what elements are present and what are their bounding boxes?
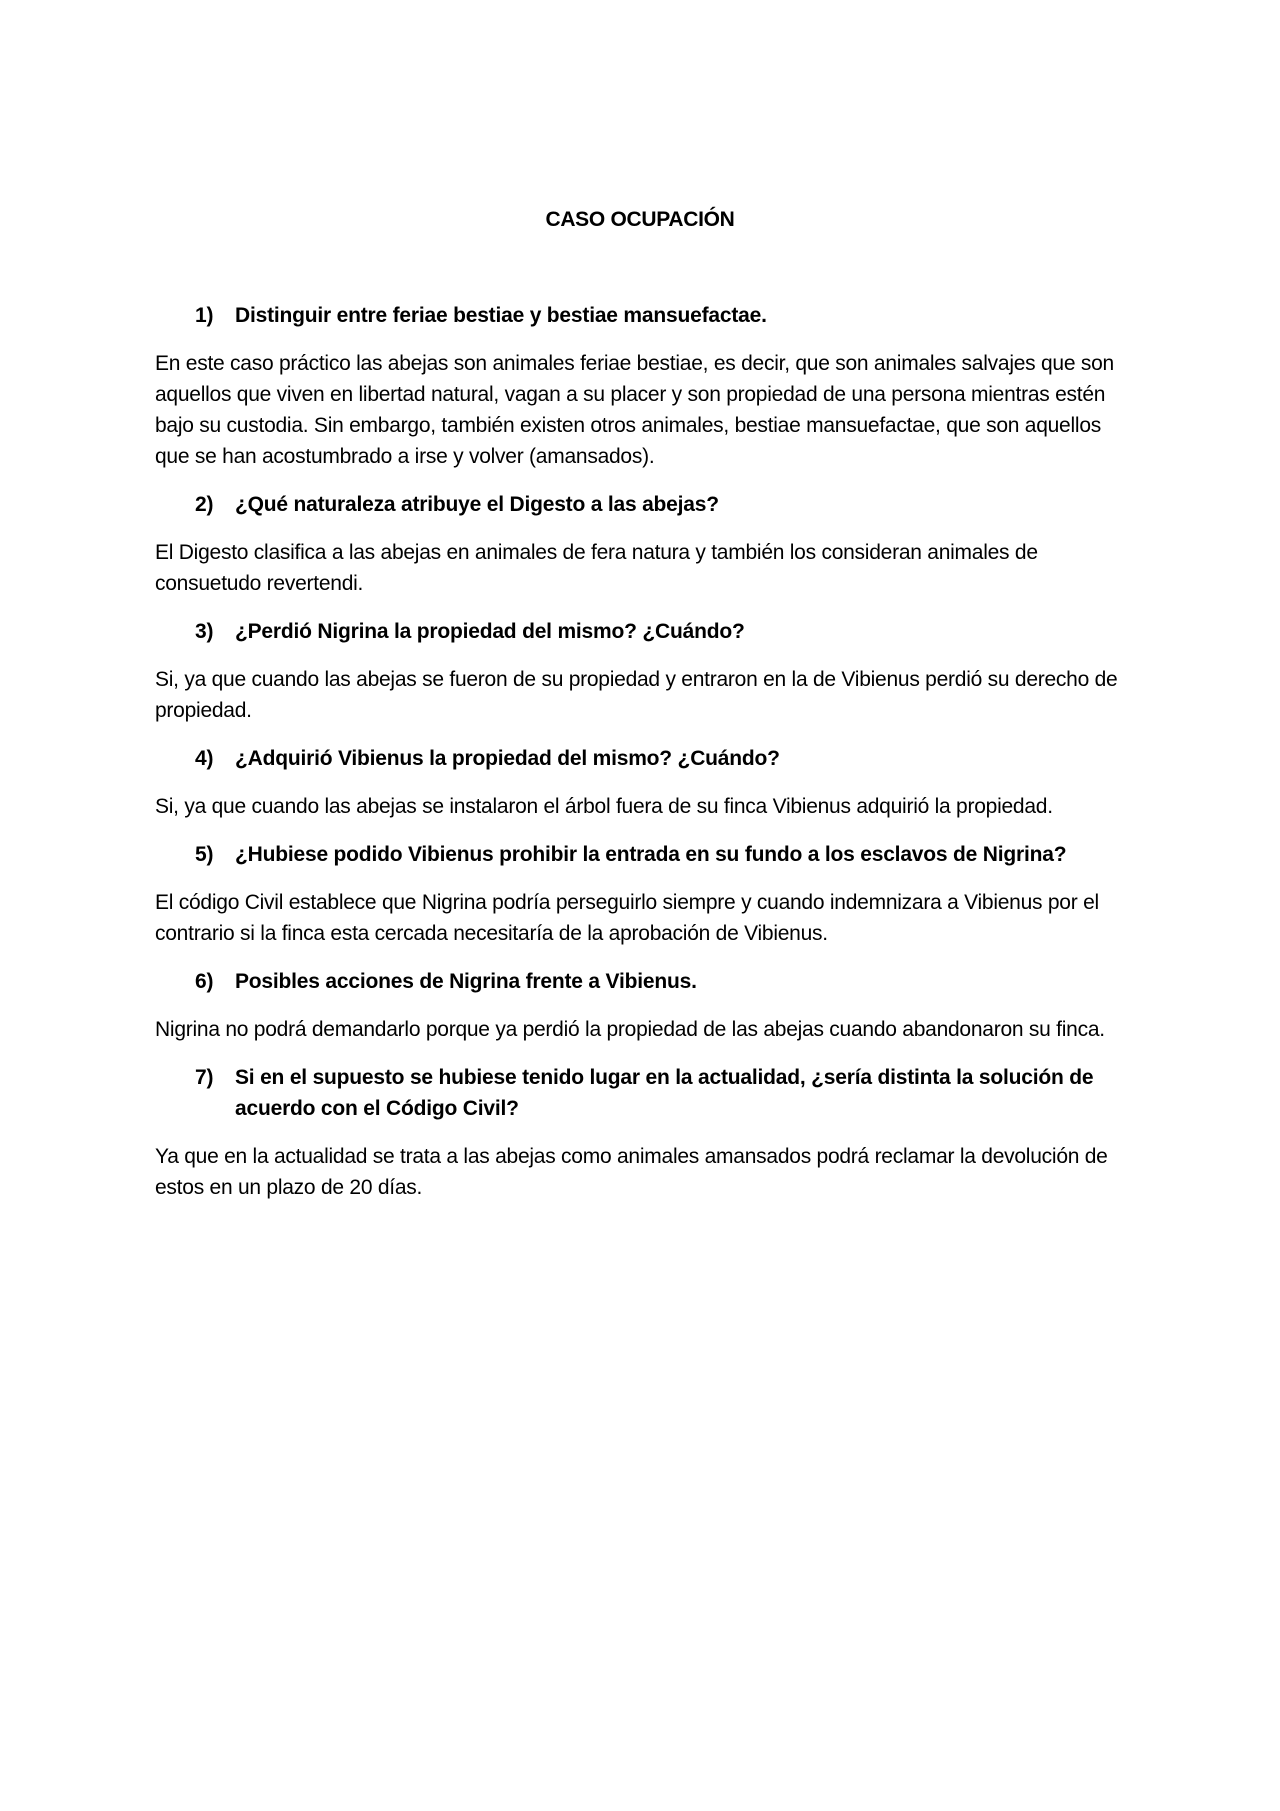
question-number: 3) — [195, 620, 214, 643]
question-4 — [155, 743, 1130, 774]
answer-1: En este caso práctico las abejas son animales feriae bestiae, es decir, que son animales salvajes que son aquellos que viven en libertad natural, vagan a su placer y son propiedad de una persona mientras estén bajo su custodia. Sin embargo, también existen otros animales, bestiae mansuefactae, que son aquellos que se han acostumbrado a irse y volver (amansados). — [155, 352, 1114, 468]
question-text: ¿Hubiese podido Vibienus prohibir la entrada en su fundo a los esclavos de Nigrina? — [235, 843, 1067, 866]
question-3 — [155, 616, 1130, 647]
question-1 — [155, 300, 1130, 331]
question-2 — [155, 489, 1130, 520]
answer-7: Ya que en la actualidad se trata a las abejas como animales amansados podrá reclamar la devolución de estos en un plazo de 20 días. — [155, 1145, 1108, 1199]
answer-2: El Digesto clasifica a las abejas en animales de fera natura y también los consideran animales de consuetudo revertendi. — [155, 541, 1038, 595]
question-6 — [155, 966, 1130, 997]
question-text: ¿Perdió Nigrina la propiedad del mismo? ¿Cuándo? — [235, 620, 745, 643]
answer-5: El código Civil establece que Nigrina podría perseguirlo siempre y cuando indemnizara a Vibienus por el contrario si la finca esta cercada necesitaría de la aprobación de Vibienus. — [155, 891, 1099, 945]
question-number: 6) — [195, 970, 214, 993]
question-number: 7) — [195, 1066, 214, 1089]
answer-4: Si, ya que cuando las abejas se instalaron el árbol fuera de su finca Vibienus adquirió la propiedad. — [155, 795, 1053, 818]
question-text: Posibles acciones de Nigrina frente a Vibienus. — [235, 970, 697, 993]
question-text: Si en el supuesto se hubiese tenido lugar en la actualidad, ¿sería distinta la solución de acuerdo con el Código Civil? — [235, 1066, 1094, 1120]
question-number: 2) — [195, 493, 214, 516]
question-text: ¿Qué naturaleza atribuye el Digesto a las abejas? — [235, 493, 719, 516]
document-body — [155, 300, 1130, 1220]
answer-6: Nigrina no podrá demandarlo porque ya perdió la propiedad de las abejas cuando abandonaron su finca. — [155, 1018, 1105, 1041]
question-5 — [155, 839, 1130, 870]
question-text: ¿Adquirió Vibienus la propiedad del mismo? ¿Cuándo? — [235, 747, 780, 770]
question-7 — [155, 1062, 1130, 1124]
question-number: 4) — [195, 747, 214, 770]
question-number: 1) — [195, 304, 214, 327]
document-title: CASO OCUPACIÓN — [545, 208, 735, 231]
question-number: 5) — [195, 843, 214, 866]
question-text: Distinguir entre feriae bestiae y bestiae mansuefactae. — [235, 304, 767, 327]
answer-3: Si, ya que cuando las abejas se fueron de su propiedad y entraron en la de Vibienus perdió su derecho de propiedad. — [155, 668, 1118, 722]
